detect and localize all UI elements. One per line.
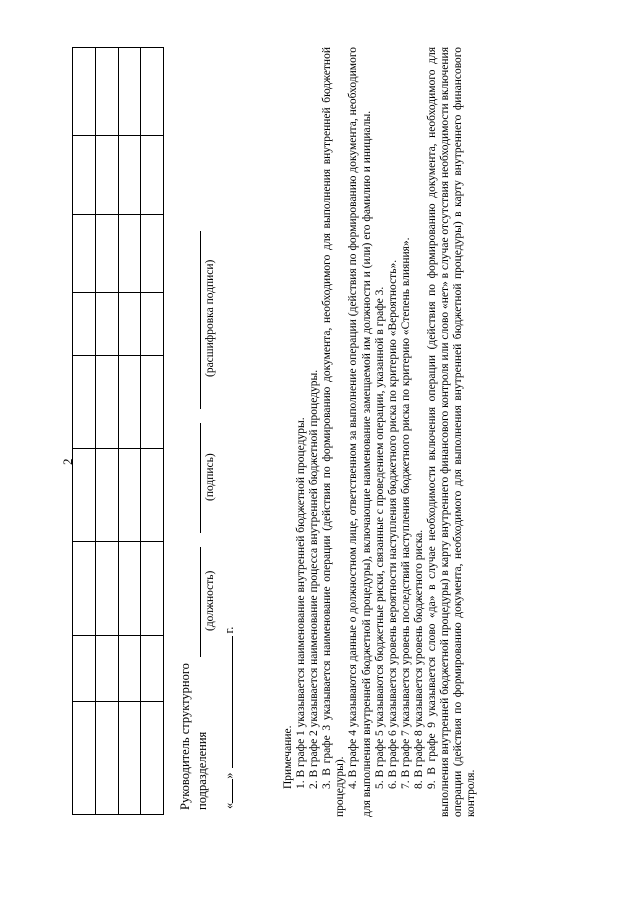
signature-line [200, 423, 201, 533]
table-cell [141, 48, 164, 136]
table-cell [118, 355, 141, 448]
table-cell [118, 542, 141, 635]
position-caption: (должность) [204, 570, 216, 631]
note-item: 6. В графе 6 указывается уровень вероятности наступления бюджетного риска по критерию «Вероятность». [386, 259, 399, 789]
table-cell [95, 215, 118, 293]
table-cell [118, 702, 141, 815]
signature-caption: (подпись) [204, 453, 216, 501]
position-line [200, 547, 201, 657]
table-cell [95, 449, 118, 542]
page-number: 2 [60, 458, 75, 465]
head-title-line2: подразделения [195, 731, 209, 810]
note-item: 5. В графе 5 указываются бюджетные риски, связанные с проведением операции, указанной в графе 3. [373, 286, 386, 789]
decoding-line [200, 231, 201, 409]
table-cell [95, 702, 118, 815]
table-cell [73, 355, 96, 448]
table-cell [141, 635, 164, 701]
table-cell [141, 293, 164, 355]
date-quote-open: « [222, 802, 236, 809]
table-cell [73, 135, 96, 215]
table-cell [118, 48, 141, 136]
risk-register-table [72, 47, 164, 815]
table-cell [73, 215, 96, 293]
table-cell [73, 449, 96, 542]
table-cell [73, 293, 96, 355]
table-cell [118, 449, 141, 542]
note-item: 3. В графе 3 указывается наименование операции (действия по формированию документа, необходимого для выполнения внутренней бюджетной процедуры). [321, 47, 347, 817]
table-cell [141, 135, 164, 215]
day-blank [232, 779, 233, 803]
notes-title: Примечание. [282, 725, 294, 789]
table-cell [118, 635, 141, 701]
table-cell [118, 135, 141, 215]
note-item: 1. В графе 1 указывается наименование внутренней бюджетной процедуры. [295, 417, 308, 789]
year-suffix: г. [222, 626, 236, 634]
table-cell [95, 635, 118, 701]
table-cell [141, 215, 164, 293]
table-cell [73, 702, 96, 815]
note-item: 9. В графе 9 указывается слово «да» в случае необходимости включения операции (действия по формированию документа, необходимого для выполнения внутренней бюджетной процедуры) в карту внутреннего финансового контроля или слово «нет» в случае отсутствия необходимости включения операции (действия по формированию документа, необходимого для выполнения внутренней бюджетной процедуры) в карту внутреннего финансового контроля. [426, 47, 478, 817]
notes-block [282, 47, 478, 817]
table-cell [73, 635, 96, 701]
table-cell [73, 542, 96, 635]
table-row [141, 48, 164, 815]
table-cell [95, 542, 118, 635]
month-year-blank [232, 637, 233, 769]
table-cell [118, 293, 141, 355]
table-row [95, 48, 118, 815]
head-title-line1: Руководитель структурного [178, 663, 192, 810]
table-cell [95, 135, 118, 215]
decoding-caption: (расшифровка подписи) [204, 259, 216, 377]
table-cell [118, 215, 141, 293]
note-item: 8. В графе 8 указывается уровень бюджетного риска. [412, 529, 425, 789]
note-item: 4. В графе 4 указываются данные о должностном лице, ответственном за выполнение операции (действия по формированию документа, необходимого для выполнения внутренней бюджетной процедуры), включающие наименование замещаемой им должности и (или) его фамилию и инициалы. [347, 47, 373, 817]
table-row [73, 48, 96, 815]
table-cell [95, 293, 118, 355]
date-line [222, 627, 237, 809]
date-quote-close: » [222, 772, 236, 779]
note-item: 2. В графе 2 указывается наименование процесса внутренней бюджетной процедуры. [308, 369, 321, 789]
table-cell [73, 48, 96, 136]
note-item: 7. В графе 7 указывается уровень последствий наступления бюджетного риска по критерию «Степень влияния». [399, 237, 412, 789]
table-cell [95, 48, 118, 136]
table-cell [141, 542, 164, 635]
table-cell [95, 355, 118, 448]
table-cell [141, 702, 164, 815]
table-cell [141, 449, 164, 542]
table-row [118, 48, 141, 815]
table-cell [141, 355, 164, 448]
